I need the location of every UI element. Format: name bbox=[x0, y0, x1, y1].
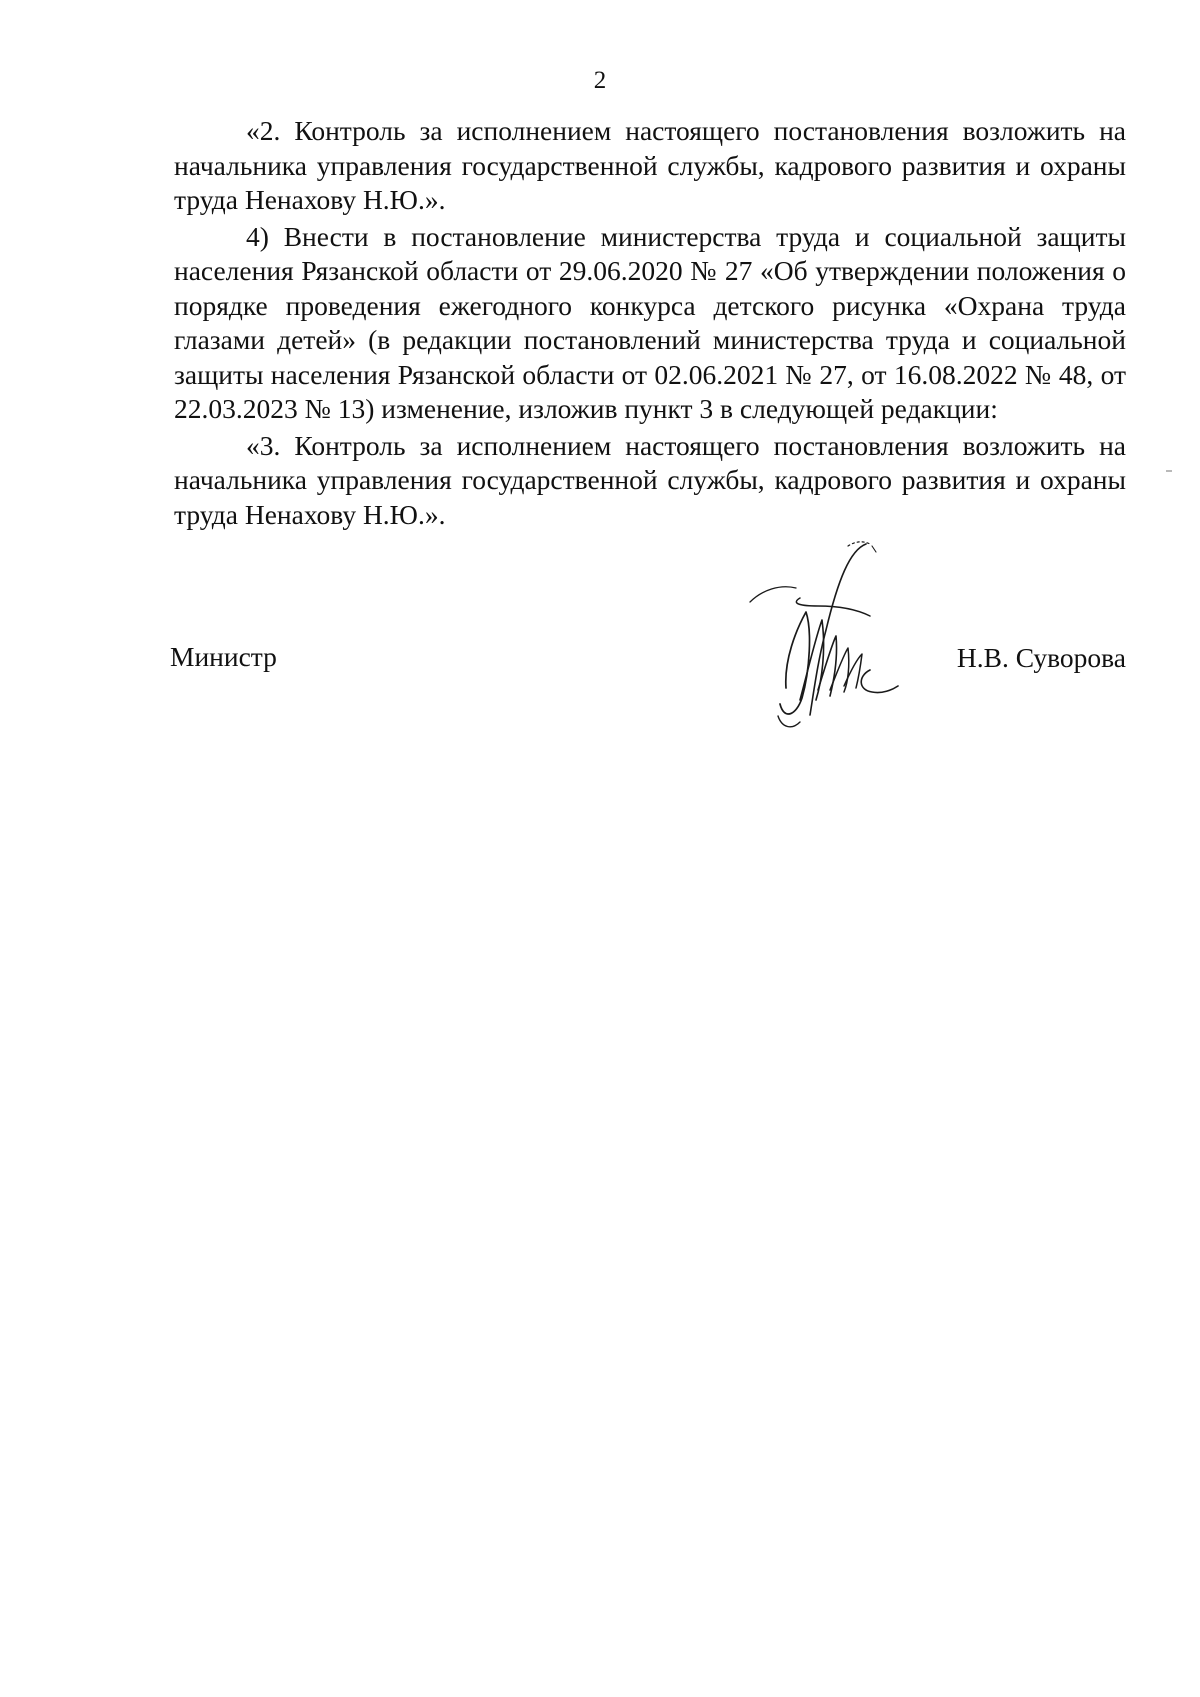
handwritten-signature bbox=[730, 540, 980, 790]
signer-position: Министр bbox=[170, 641, 277, 672]
paragraph-item-2: «2. Контроль за исполнением настоящего постановления возложить на начальника управления государственной службы, кадрового развития и охраны труда Ненахову Н.Ю.». bbox=[174, 115, 1126, 215]
page-number: 2 bbox=[593, 67, 607, 94]
paragraph-amendment-4: 4) Внести в постановление министерства труда и социальной защиты населения Рязанской области от 29.06.2020 № 27 «Об утверждении положения о порядке проведения ежегодного конкурса детского рисунка «Охрана труда глазами детей» (в редакции постановлений министерства труда и социальной защиты населения Рязанской области от 02.06.2021 № 27, от 16.08.2022 № 48, от 22.03.2023 № 13) изменение, изложив пункт 3 в следующей редакции: bbox=[174, 220, 1126, 424]
signer-name: Н.В. Суворова bbox=[956, 642, 1126, 673]
signature-block bbox=[170, 640, 1126, 680]
paragraph-item-3: «3. Контроль за исполнением настоящего постановления возложить на начальника управления государственной службы, кадрового развития и охраны труда Ненахову Н.Ю.». bbox=[174, 429, 1126, 530]
scan-artifact bbox=[1166, 470, 1172, 472]
document-body bbox=[174, 114, 1126, 532]
